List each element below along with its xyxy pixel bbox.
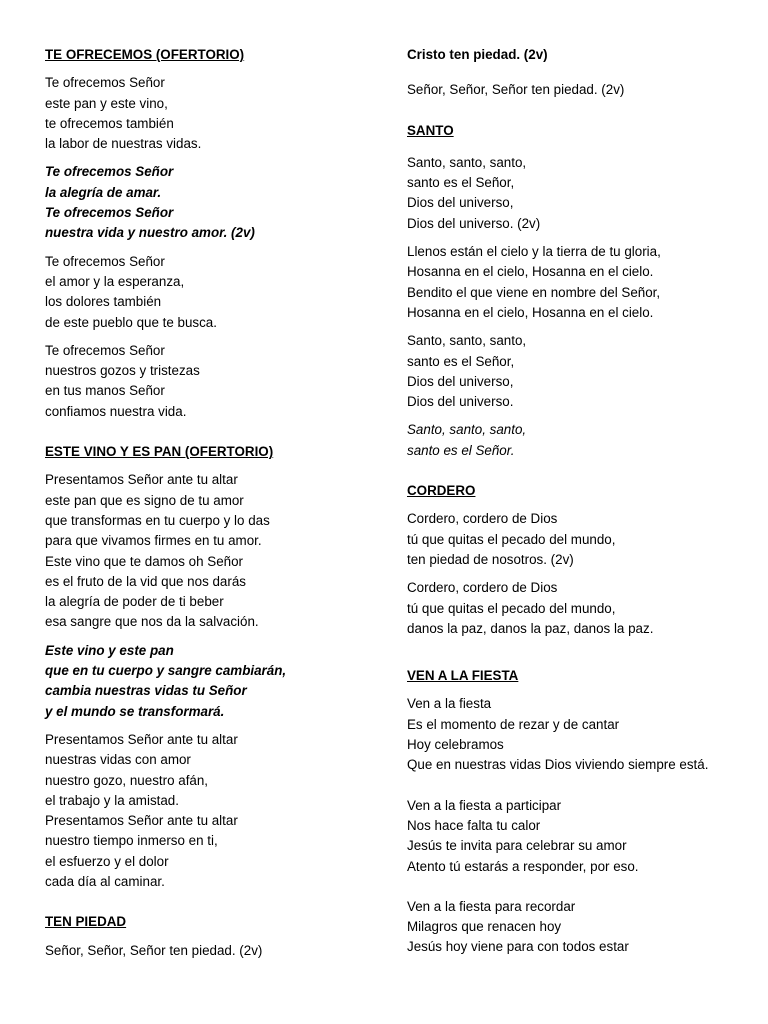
- lyric-line: Dios del universo.: [407, 394, 514, 410]
- lyric-line: Te ofrecemos Señor: [45, 253, 165, 269]
- lyric-line: de este pueblo que te busca.: [45, 314, 217, 330]
- lyric-line: nuestros gozos y tristezas: [45, 363, 200, 379]
- lyric-line: Te ofrecemos Señor: [45, 342, 165, 358]
- lyric-line: Santo, santo, santo,: [407, 422, 527, 438]
- lyric-line: el esfuerzo y el dolor: [45, 853, 169, 869]
- verse-fiesta-1: [407, 694, 747, 775]
- section-title-cordero: CORDERO: [407, 483, 476, 499]
- section-title-este-vino: ESTE VINO Y ES PAN (OFERTORIO): [45, 444, 274, 460]
- lyric-line: Dios del universo,: [407, 373, 514, 389]
- lyric-line: la alegría de poder de ti beber: [45, 594, 224, 610]
- lyric-line: ten piedad de nosotros. (2v): [407, 551, 574, 567]
- lyric-line: este pan que es signo de tu amor: [45, 492, 244, 508]
- lyric-line: Hosanna en el cielo, Hosanna en el cielo.: [407, 304, 654, 320]
- lyric-line: Presentamos Señor ante tu altar: [45, 813, 238, 829]
- lyric-line: confiamos nuestra vida.: [45, 403, 187, 419]
- lyric-line: Santo, santo, santo,: [407, 154, 527, 170]
- lyric-line: para que vivamos firmes en tu amor.: [45, 533, 262, 549]
- lyric-line: santo es el Señor.: [407, 442, 515, 458]
- lyric-line: Llenos están el cielo y la tierra de tu gloria,: [407, 244, 661, 260]
- lyric-line: Ven a la fiesta a participar: [407, 797, 562, 813]
- chorus-line: cambia nuestras vidas tu Señor: [45, 683, 247, 699]
- chorus-line: Te ofrecemos Señor: [45, 205, 174, 221]
- chorus-line: Te ofrecemos Señor: [45, 164, 174, 180]
- lyric-line: Es el momento de rezar y de cantar: [407, 716, 620, 732]
- verse-te-ofrecemos-1: [45, 73, 385, 154]
- lyric-line: Dios del universo. (2v): [407, 215, 541, 231]
- lyric-line: Señor, Señor, Señor ten piedad. (2v): [407, 82, 625, 98]
- lyric-line: Jesús hoy viene para con todos estar: [407, 939, 629, 955]
- lyric-line: Cordero, cordero de Dios: [407, 511, 558, 527]
- section-title-santo: SANTO: [407, 122, 454, 138]
- verse-santo-3: [407, 331, 747, 412]
- lyric-line: en tus manos Señor: [45, 383, 165, 399]
- cristo-ten-piedad-line: Cristo ten piedad. (2v): [407, 47, 548, 62]
- chorus-line: y el mundo se transformará.: [45, 703, 225, 719]
- verse-fiesta-2: [407, 796, 747, 877]
- lyric-line: tú que quitas el pecado del mundo,: [407, 531, 616, 547]
- lyric-line: Ven a la fiesta para recordar: [407, 898, 576, 914]
- lyric-line: la labor de nuestras vidas.: [45, 136, 202, 152]
- lyric-line: es el fruto de la vid que nos darás: [45, 573, 246, 589]
- lyric-line: santo es el Señor,: [407, 353, 515, 369]
- section-title-te-ofrecemos: TE OFRECEMOS (OFERTORIO): [45, 47, 245, 62]
- lyric-line: Milagros que renacen hoy: [407, 919, 562, 935]
- verse-santo-1: [407, 153, 747, 234]
- lyric-line: Que en nuestras vidas Dios viviendo siempre está.: [407, 757, 709, 773]
- lyric-line: te ofrecemos también: [45, 115, 174, 131]
- verse-santo-2: [407, 242, 747, 323]
- lyric-line: Dios del universo,: [407, 195, 514, 211]
- verse-este-vino-1: [45, 470, 385, 632]
- lyric-line: Atento tú estarás a responder, por eso.: [407, 858, 639, 874]
- lyric-line: Bendito el que viene en nombre del Señor,: [407, 284, 661, 300]
- chorus-te-ofrecemos: [45, 162, 385, 243]
- verse-fiesta-3: [407, 897, 747, 958]
- lyric-line: este pan y este vino,: [45, 95, 168, 111]
- verse-este-vino-2: [45, 730, 385, 892]
- lyric-line: nuestro tiempo inmerso en ti,: [45, 833, 218, 849]
- lyric-line: Hoy celebramos: [407, 737, 504, 753]
- chorus-line: nuestra vida y nuestro amor. (2v): [45, 225, 255, 241]
- lyric-line: el trabajo y la amistad.: [45, 792, 179, 808]
- chorus-line: que en tu cuerpo y sangre cambiarán,: [45, 663, 287, 679]
- lyric-line: nuestras vidas con amor: [45, 752, 191, 768]
- lyric-line: los dolores también: [45, 294, 162, 310]
- chorus-este-vino: [45, 641, 385, 722]
- lyric-line: Cordero, cordero de Dios: [407, 580, 558, 596]
- lyric-line: Presentamos Señor ante tu altar: [45, 731, 238, 747]
- lyric-line: santo es el Señor,: [407, 175, 515, 191]
- verse-cordero-1: [407, 509, 747, 570]
- lyric-line: Presentamos Señor ante tu altar: [45, 472, 238, 488]
- lyric-line: que transformas en tu cuerpo y lo das: [45, 512, 270, 528]
- left-column: [45, 45, 385, 961]
- section-title-ten-piedad: TEN PIEDAD: [45, 914, 127, 930]
- verse-santo-4: [407, 420, 747, 461]
- lyric-line: el amor y la esperanza,: [45, 273, 185, 289]
- lyric-line: Hosanna en el cielo, Hosanna en el cielo.: [407, 264, 654, 280]
- lyric-line: Señor, Señor, Señor ten piedad. (2v): [45, 942, 263, 958]
- verse-te-ofrecemos-2: [45, 252, 385, 333]
- lyric-line: Te ofrecemos Señor: [45, 75, 165, 91]
- lyric-line: tú que quitas el pecado del mundo,: [407, 600, 616, 616]
- lyric-line: Ven a la fiesta: [407, 696, 492, 712]
- lyric-line: esa sangre que nos da la salvación.: [45, 614, 259, 630]
- verse-te-ofrecemos-3: [45, 341, 385, 422]
- lyric-line: cada día al caminar.: [45, 873, 165, 889]
- lyric-line: Este vino que te damos oh Señor: [45, 553, 244, 569]
- section-title-ven-a-la-fiesta: VEN A LA FIESTA: [407, 668, 519, 684]
- lyric-line: Nos hace falta tu calor: [407, 817, 541, 833]
- lyric-line: Santo, santo, santo,: [407, 333, 527, 349]
- lyric-line: Jesús te invita para celebrar su amor: [407, 838, 627, 854]
- chorus-line: la alegría de amar.: [45, 184, 162, 200]
- lyric-line: danos la paz, danos la paz, danos la paz.: [407, 620, 654, 636]
- right-column: [407, 45, 747, 958]
- chorus-line: Este vino y este pan: [45, 642, 174, 658]
- verse-cordero-2: [407, 578, 747, 639]
- lyric-line: nuestro gozo, nuestro afán,: [45, 772, 209, 788]
